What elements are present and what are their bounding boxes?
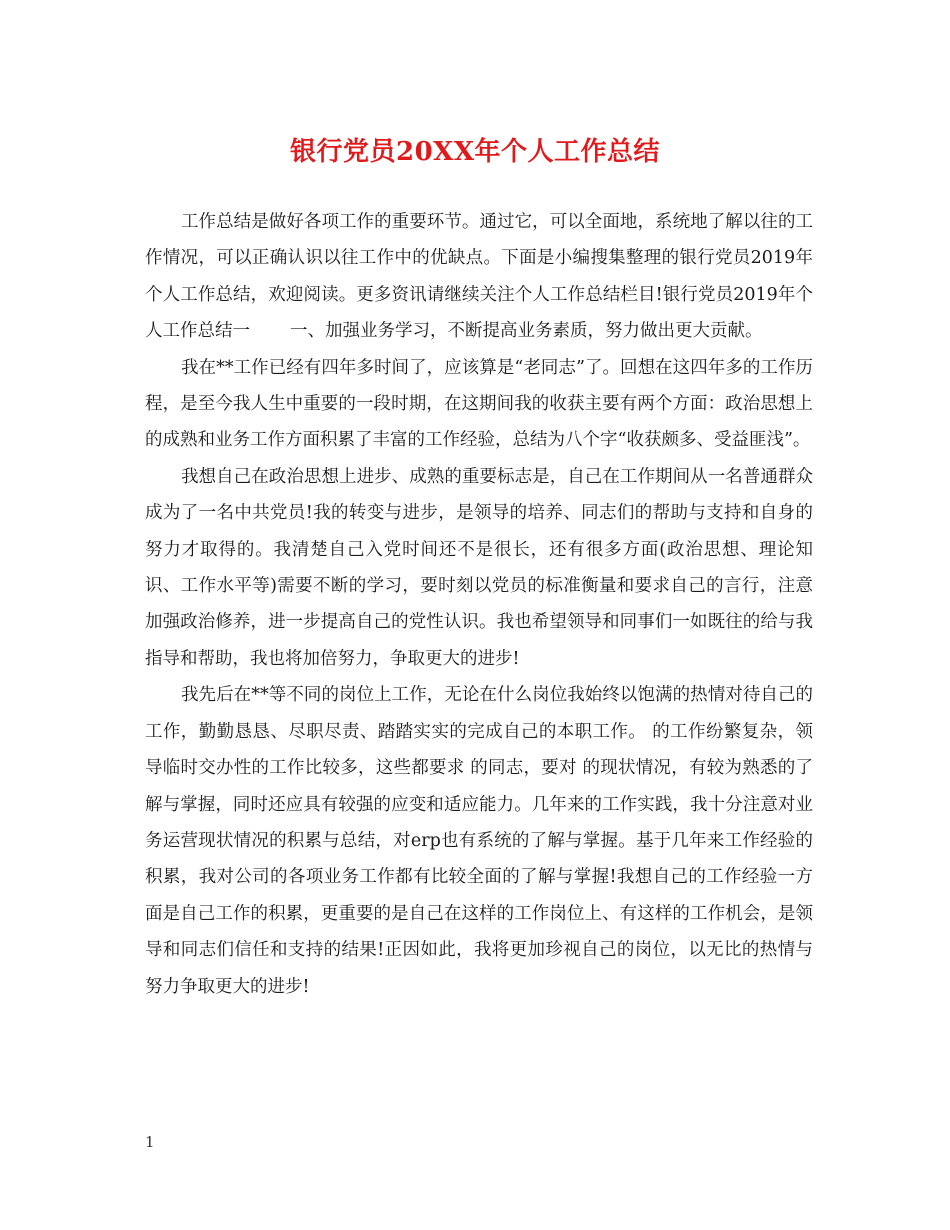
document-body [145, 204, 813, 1005]
page-number: 1 [145, 1133, 155, 1151]
document-title: 银行党员20XX年个人工作总结 [289, 137, 661, 167]
body-paragraph-1: 我在**工作已经有四年多时间了，应该算是“老同志”了。回想在这四年多的工作历程，是至今我人生中重要的一段时期，在这期间我的收获主要有两个方面：政治思想上的成熟和业务工作方面积累了丰富的工作经验，总结为八个字“收获颇多、受益匪浅”。 [145, 357, 813, 451]
intro-section-heading: 一、加强业务学习，不断提高业务素质，努力做出更大贡献。 [290, 321, 763, 342]
intro-paragraph [145, 204, 813, 350]
body-paragraph-2: 我想自己在政治思想上进步、成熟的重要标志是，自己在工作期间从一名普通群众成为了一名中共党员!我的转变与进步，是领导的培养、同志们的帮助与支持和自身的努力才取得的。我清楚自己入党时间还不是很长，还有很多方面(政治思想、理论知识、工作水平等)需要不断的学习，要时刻以党员的标准衡量和要求自己的言行，注意加强政治修养，进一步提高自己的党性认识。我也希望领导和同事们一如既往的给与我指导和帮助，我也将加倍努力，争取更大的进步! [145, 466, 813, 669]
intro-text: 工作总结是做好各项工作的重要环节。通过它，可以全面地，系统地了解以往的工作情况，可以正确认识以往工作中的优缺点。下面是小编搜集整理的银行党员2019年个人工作总结，欢迎阅读。更多资讯请继续关注个人工作总结栏目!银行党员2019年个人工作总结一 [145, 212, 813, 342]
body-paragraph-3: 我先后在**等不同的岗位上工作，无论在什么岗位我始终以饱满的热情对待自己的工作，勤勤恳恳、尽职尽责、踏踏实实的完成自己的本职工作。 的工作纷繁复杂，领导临时交办性的工作比较多，这些都要求 的同志，要对 的现状情况，有较为熟悉的了解与掌握，同时还应具有较强的应变和适应能力。几年来的工作实践，我十分注意对业务运营现状情况的积累与总结，对erp也有系统的了解与掌握。基于几年来工作经验的积累，我对公司的各项业务工作都有比较全面的了解与掌握!我想自己的工作经验一方面是自己工作的积累，更重要的是自己在这样的工作岗位上、有这样的工作机会，是领导和同志们信任和支持的结果!正因如此，我将更加珍视自己的岗位，以无比的热情与努力争取更大的进步! [145, 685, 813, 997]
